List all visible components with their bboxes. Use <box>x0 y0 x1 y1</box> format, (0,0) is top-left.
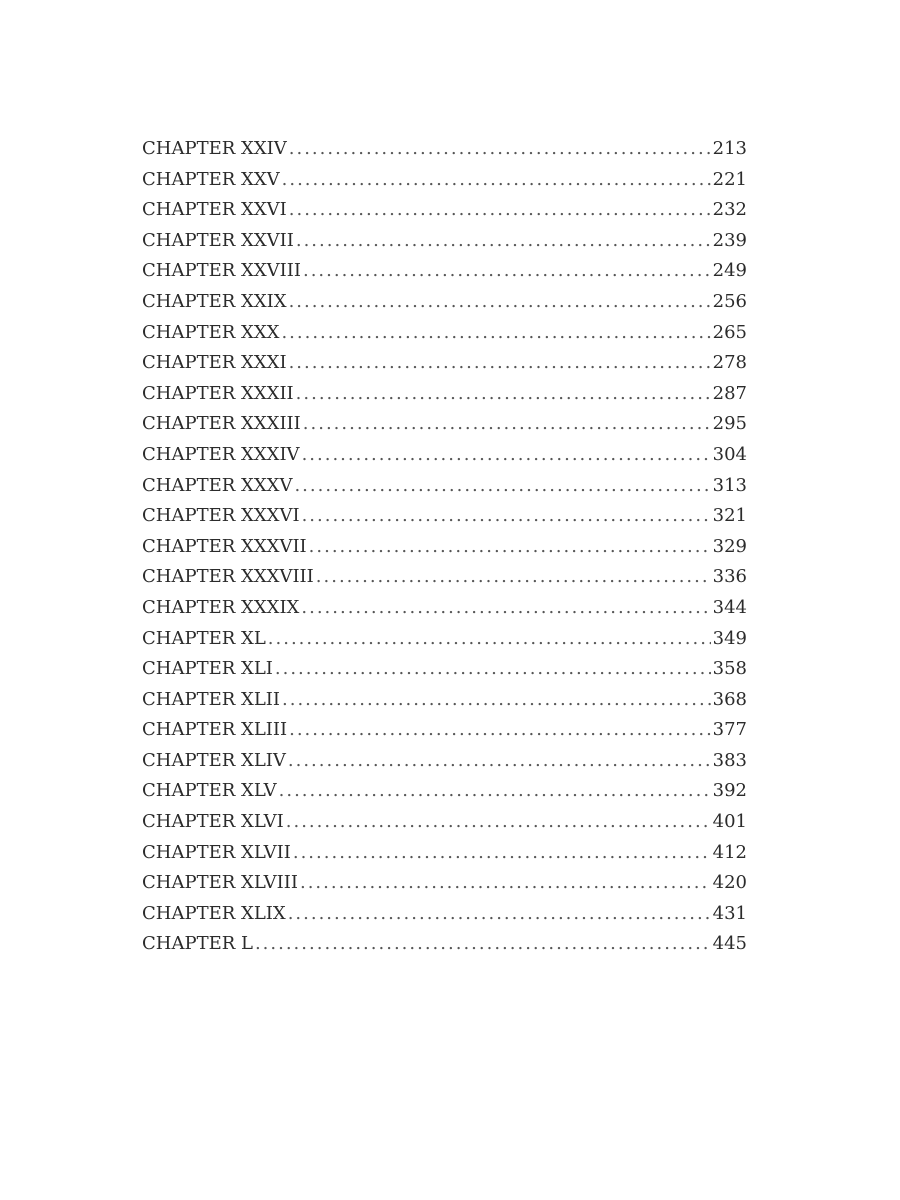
dot-leader <box>303 409 711 440</box>
toc-entry[interactable] <box>142 838 747 869</box>
dot-leader <box>302 440 711 471</box>
toc-entry[interactable] <box>142 195 747 226</box>
dot-leader <box>309 532 711 563</box>
dot-leader <box>286 807 711 838</box>
page-number: 295 <box>712 413 747 435</box>
dot-leader <box>289 195 711 226</box>
chapter-title: CHAPTER XLIV <box>142 749 286 771</box>
chapter-title: CHAPTER XXXIII <box>142 413 301 435</box>
chapter-title: CHAPTER XXVI <box>142 199 287 221</box>
dot-leader <box>289 287 711 318</box>
toc-entry[interactable] <box>142 226 747 257</box>
chapter-title: CHAPTER XLII <box>142 688 280 710</box>
chapter-title: CHAPTER XLVIII <box>142 872 298 894</box>
toc-entry[interactable] <box>142 318 747 349</box>
toc-entry[interactable] <box>142 715 747 746</box>
dot-leader <box>282 165 711 196</box>
toc-entry[interactable] <box>142 440 747 471</box>
dot-leader <box>300 868 711 899</box>
toc-entry[interactable] <box>142 807 747 838</box>
chapter-title: CHAPTER XXXIX <box>142 596 300 618</box>
chapter-title: CHAPTER XXX <box>142 321 280 343</box>
dot-leader <box>288 899 711 930</box>
page-number: 431 <box>712 902 747 924</box>
dot-leader <box>289 715 711 746</box>
page-number: 232 <box>712 199 747 221</box>
page-number: 368 <box>712 688 747 710</box>
toc-entry[interactable] <box>142 134 747 165</box>
toc-entry[interactable] <box>142 409 747 440</box>
chapter-title: CHAPTER XXXII <box>142 382 294 404</box>
page-number: 287 <box>712 382 747 404</box>
dot-leader <box>268 624 711 655</box>
toc-entry[interactable] <box>142 379 747 410</box>
chapter-title: CHAPTER XL <box>142 627 266 649</box>
page-number: 265 <box>712 321 747 343</box>
page-number: 349 <box>712 627 747 649</box>
chapter-title: CHAPTER XXIX <box>142 290 287 312</box>
chapter-title: CHAPTER XXXVIII <box>142 566 314 588</box>
chapter-title: CHAPTER XLIII <box>142 719 288 741</box>
chapter-title: CHAPTER XLI <box>142 658 273 680</box>
chapter-title: CHAPTER XXXVI <box>142 505 300 527</box>
page-number: 401 <box>712 811 747 833</box>
chapter-title: CHAPTER XXXIV <box>142 443 300 465</box>
page-number: 278 <box>712 352 747 374</box>
chapter-title: CHAPTER XLVII <box>142 841 291 863</box>
toc-entry[interactable] <box>142 562 747 593</box>
page-number: 377 <box>712 719 747 741</box>
dot-leader <box>316 562 711 593</box>
toc-entry[interactable] <box>142 501 747 532</box>
page-number: 221 <box>712 168 747 190</box>
page-number: 213 <box>712 138 747 159</box>
dot-leader <box>282 685 711 716</box>
page-number: 249 <box>712 260 747 282</box>
chapter-title: CHAPTER L <box>142 933 253 955</box>
toc-entry[interactable] <box>142 746 747 777</box>
dot-leader <box>296 379 711 410</box>
toc-entry[interactable] <box>142 532 747 563</box>
chapter-title: CHAPTER XLV <box>142 780 277 802</box>
dot-leader <box>288 746 711 777</box>
chapter-title: CHAPTER XLVI <box>142 811 284 833</box>
dot-leader <box>279 776 711 807</box>
page-number: 321 <box>712 505 747 527</box>
dot-leader <box>302 501 711 532</box>
page-number: 329 <box>712 535 747 557</box>
page-number: 336 <box>712 566 747 588</box>
chapter-title: CHAPTER XXXVII <box>142 535 307 557</box>
page-number: 256 <box>712 290 747 312</box>
dot-leader <box>255 929 711 960</box>
page-number: 358 <box>712 658 747 680</box>
dot-leader <box>301 593 710 624</box>
dot-leader <box>289 134 711 165</box>
page-number: 344 <box>712 596 747 618</box>
dot-leader <box>303 256 711 287</box>
page-number: 304 <box>712 443 747 465</box>
chapter-title: CHAPTER XXVIII <box>142 260 301 282</box>
toc-entry[interactable] <box>142 256 747 287</box>
toc-entry[interactable] <box>142 593 747 624</box>
page-number: 420 <box>712 872 747 894</box>
page-number: 445 <box>712 933 747 955</box>
page-number: 313 <box>712 474 747 496</box>
page-number: 239 <box>712 229 747 251</box>
toc-entry[interactable] <box>142 685 747 716</box>
toc-entry[interactable] <box>142 348 747 379</box>
dot-leader <box>294 471 710 502</box>
toc-entry[interactable] <box>142 868 747 899</box>
toc-entry[interactable] <box>142 929 747 960</box>
chapter-title: CHAPTER XXVII <box>142 229 294 251</box>
chapter-title: CHAPTER XXXV <box>142 474 293 496</box>
dot-leader <box>275 654 711 685</box>
chapter-title: CHAPTER XLIX <box>142 902 286 924</box>
table-of-contents <box>142 134 747 960</box>
toc-entry[interactable] <box>142 776 747 807</box>
toc-entry[interactable] <box>142 654 747 685</box>
toc-entry[interactable] <box>142 165 747 196</box>
dot-leader <box>296 226 711 257</box>
dot-leader <box>281 318 710 349</box>
dot-leader <box>293 838 711 869</box>
toc-entry[interactable] <box>142 624 747 655</box>
page-number: 412 <box>712 841 747 863</box>
dot-leader <box>289 348 711 379</box>
toc-entry[interactable] <box>142 899 747 930</box>
page-number: 383 <box>712 749 747 771</box>
chapter-title: CHAPTER XXV <box>142 168 280 190</box>
toc-entry[interactable] <box>142 287 747 318</box>
toc-entry[interactable] <box>142 471 747 502</box>
page-number: 392 <box>712 780 747 802</box>
chapter-title: CHAPTER XXXI <box>142 352 287 374</box>
chapter-title: CHAPTER XXIV <box>142 138 287 159</box>
